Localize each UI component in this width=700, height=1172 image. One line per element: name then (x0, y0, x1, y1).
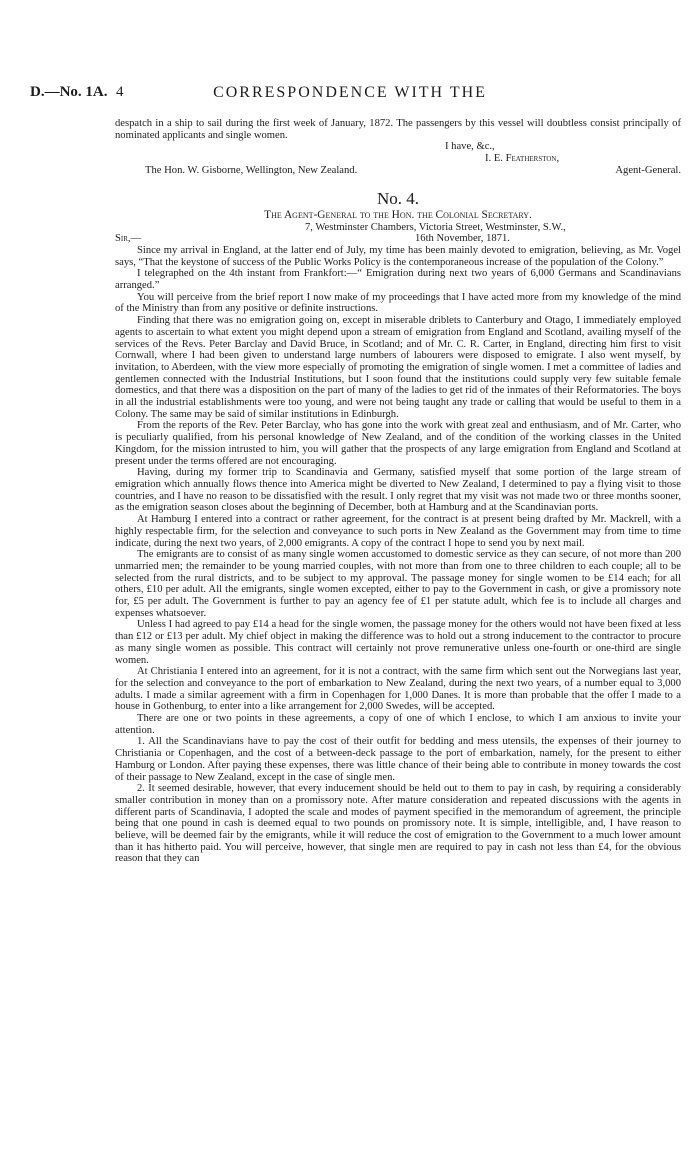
letter-number: No. 4. (376, 188, 420, 208)
paragraph: Since my arrival in England, at the latter end of July, my time has been mainly devoted to emigration, believing, as Mr. Vogel says, “That the keystone of success of the Public Works Policy is the contemporaneous increase of the population of the Colony.” (115, 244, 681, 268)
previous-letter-closing: despatch in a ship to sail during the first week of January, 1872. The passengers by this vessel will doubtless consist principally of nominated applicants and single women. (115, 118, 681, 141)
page-header (0, 84, 700, 106)
paragraph: Having, during my former trip to Scandinavia and Germany, satisfied myself that some portion of the large stream of emigration which annually flows thence into America might be diverted to New Zealand, I determined to pay a flying visit to those countries, and I have no reason to be dissatisfied with the result. I only regret that my visit was not made two or three months sooner, as the emigration season closes about the beginning of December, both at Hamburg and at the Scandinavian ports. (115, 467, 681, 514)
letter-title: The Agent-General to the Hon. the Colonial Secretary. (264, 208, 532, 221)
sender-address: 7, Westminster Chambers, Victoria Street, Westminster, S.W., (305, 221, 566, 233)
paragraph: Finding that there was no emigration going on, except in miserable driblets to Canterbury and Otago, I immediately employed agents to ascertain to what extent you might depend upon a stream of emigration from England and Scotland, availing myself of the services of the Revs. Peter Barclay and David Bruce, in Scotland; and of Mr. C. R. Carter, in England, directing him first to visit Cornwall, where I had been given to understand large numbers of labourers were disposed to emigrate. I also went myself, by invitation, to Aberdeen, with the view more especially of promoting the emigration of single women. I met a committee of ladies and gentlemen connected with the Industrial Institutions, but I soon found that the institutions could supply very few suitable female domestics, and that there was a disposition on the part of many of the ladies to get rid of the inmates of their Reformatories. The boys in all the industrial establishments were too young, and were not being taught any trade or calling that would be useful to them in a Colony. The same may be said of similar institutions in Edinburgh. (115, 315, 681, 420)
letter-date: 16th November, 1871. (415, 233, 510, 245)
addressee: The Hon. W. Gisborne, Wellington, New Zealand. (145, 164, 358, 176)
paragraph: 2. It seemed desirable, however, that every inducement should be held out to them to pay in cash, by requiring a considerably smaller contribution in money than on a promissory note. After mature consideration and repeated discussions with the agents in different parts of Scandinavia, I adopted the scale and modes of payment specified in the memorandum of agreement, the principle being that one pound in cash is deemed equal to two pounds on promissory note. It is simple, intelligible, and, I have reason to believe, will be deemed fair by the emigrants, while it will reduce the cost of emigration to the Government to a much lower amount than it has hitherto paid. You will perceive, however, that single men are required to pay in cash not less than £4, for the obvious reason that they can (115, 783, 681, 865)
sign-off-block (115, 141, 681, 164)
running-title: CORRESPONDENCE WITH THE (213, 84, 487, 101)
page-number: 4 (116, 84, 124, 100)
paragraph: At Christiania I entered into an agreement, for it is not a contract, with the same firm which sent out the Norwegians last year, for the selection and conveyance to the port of embarkation to New Zealand, during the next two years, of a number equal to 3,000 adults. I made a similar agreement with a firm in Copenhagen for 1,000 Danes. It is more than probable that the offer I made to a house in Gothenburg, to enter into a like arrangement for 2,000 Swedes, will be accepted. (115, 666, 681, 713)
document-reference: D.—No. 1A. (30, 84, 108, 100)
signatory-role: Agent-General. (615, 164, 681, 176)
paragraph: Unless I had agreed to pay £14 a head for the single women, the passage money for the others would not have been fixed at less than £12 or £13 per adult. My chief object in making the difference was to hold out a strong inducement to the contractor to procure as many single women as possible. This contract will certainly not prove remunerative unless one-fourth or one-third are single women. (115, 619, 681, 666)
paragraph: 1. All the Scandinavians have to pay the cost of their outfit for bedding and mess utensils, the expenses of their journey to Christiania or Copenhagen, and the cost of a between-deck passage to the port of embarkation, namely, for the present to either Hamburg or London. After paying these expenses, there was little chance of their being able to contribute in money towards the cost of their passage to New Zealand, except in the case of single men. (115, 736, 681, 783)
salutation: Sir,— (115, 233, 142, 245)
paragraph: From the reports of the Rev. Peter Barclay, who has gone into the work with great zeal and enthusiasm, and of Mr. Carter, who is peculiarly qualified, from his personal knowledge of New Zealand, and of the condition of the working classes in the United Kingdom, for the mission intrusted to him, you will gather that the prospects of any large emigration from England and Scotland at present under the terms offered are not encouraging. (115, 420, 681, 467)
paragraph: At Hamburg I entered into a contract or rather agreement, for the contract is at present being drafted by Mr. Mackrell, with a highly respectable firm, for the selection and conveyance to such ports in New Zealand as the Government may from time to time indicate, during the next two years, of 2,000 emigrants. A copy of the contract I hope to send you by next mail. (115, 514, 681, 549)
addressee-row (115, 165, 681, 177)
paragraph: I telegraphed on the 4th instant from Frankfort:—“ Emigration during next two years of 6,000 Germans and Scandinavians arranged.” (115, 268, 681, 292)
sign-off: I have, &c., (445, 141, 495, 153)
salutation-row (115, 233, 681, 245)
signature: I. E. Featherston, (485, 153, 560, 165)
page-body (115, 118, 681, 865)
paragraph: The emigrants are to consist of as many single women accustomed to domestic service as they can secure, of not more than 200 unmarried men; the remainder to be young married couples, with not more than from one to three children to each couple; all to be selected from the rural districts, and to be subject to my approval. The passage money for single women to be £14 each; for all others, £10 per adult. All the emigrants, single women excepted, either to pay to the Government in cash, or give a promissory note for, £5 per adult. The Government is further to pay an agency fee of £1 per statute adult, which fee is to include all charges and expenses whatsoever. (115, 549, 681, 619)
paragraph: There are one or two points in these agreements, a copy of one of which I enclose, to which I am anxious to invite your attention. (115, 713, 681, 736)
paragraph: You will perceive from the brief report I now make of my proceedings that I have acted more from my knowledge of the mind of the Ministry than from any positive or definite instructions. (115, 291, 681, 315)
